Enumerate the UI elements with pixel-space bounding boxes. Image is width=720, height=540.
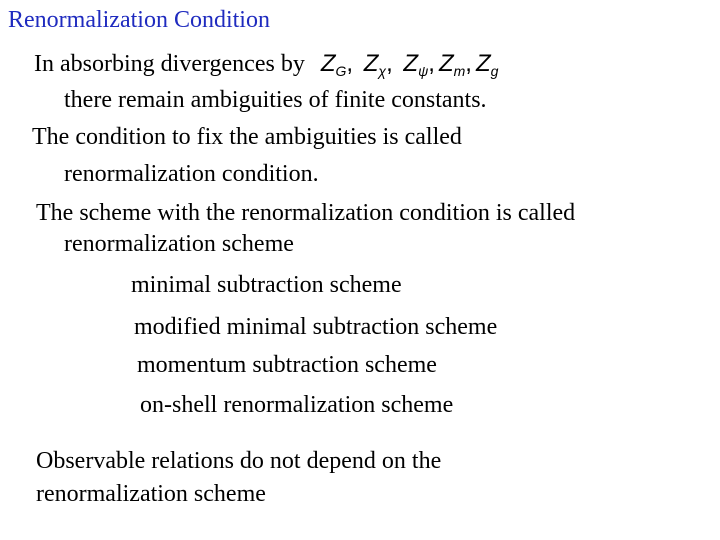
scheme-list-item: minimal subtraction scheme — [131, 272, 402, 298]
divergences-lead-text: In absorbing divergences by — [34, 51, 305, 77]
renormalization-constants-formula: $Z_G$, $Z_\chi$, $Z_\psi$, $Z_m$, $Z_g$ — [320, 50, 499, 79]
paragraph-divergences-line2: there remain ambiguities of finite constants. — [64, 87, 487, 113]
scheme-list-item: on-shell renormalization scheme — [140, 392, 454, 418]
constant-z-g: $Z_G$ — [320, 50, 347, 79]
scheme-list-item: momentum subtraction scheme — [137, 352, 437, 378]
paragraph-condition-line1: The condition to fix the ambiguities is called — [32, 124, 462, 150]
paragraph-condition-line2: renormalization condition. — [64, 161, 319, 187]
paragraph-divergences-line1 — [34, 50, 498, 85]
paragraph-conclusion-line1: Observable relations do not depend on the — [36, 448, 442, 474]
slide-title: Renormalization Condition — [8, 7, 270, 33]
scheme-list-item: modified minimal subtraction scheme — [134, 314, 498, 340]
constant-z-psi: $Z_\psi$ — [403, 50, 429, 79]
paragraph-conclusion-line2: renormalization scheme — [36, 481, 266, 507]
constant-z-g-coupling: $Z_g$ — [475, 50, 499, 79]
paragraph-scheme-line1: The scheme with the renormalization condition is called — [36, 200, 576, 226]
paragraph-scheme-line2: renormalization scheme — [64, 231, 294, 257]
constant-z-chi: $Z_\chi$ — [363, 50, 387, 79]
constant-z-m: $Z_m$ — [438, 50, 466, 79]
